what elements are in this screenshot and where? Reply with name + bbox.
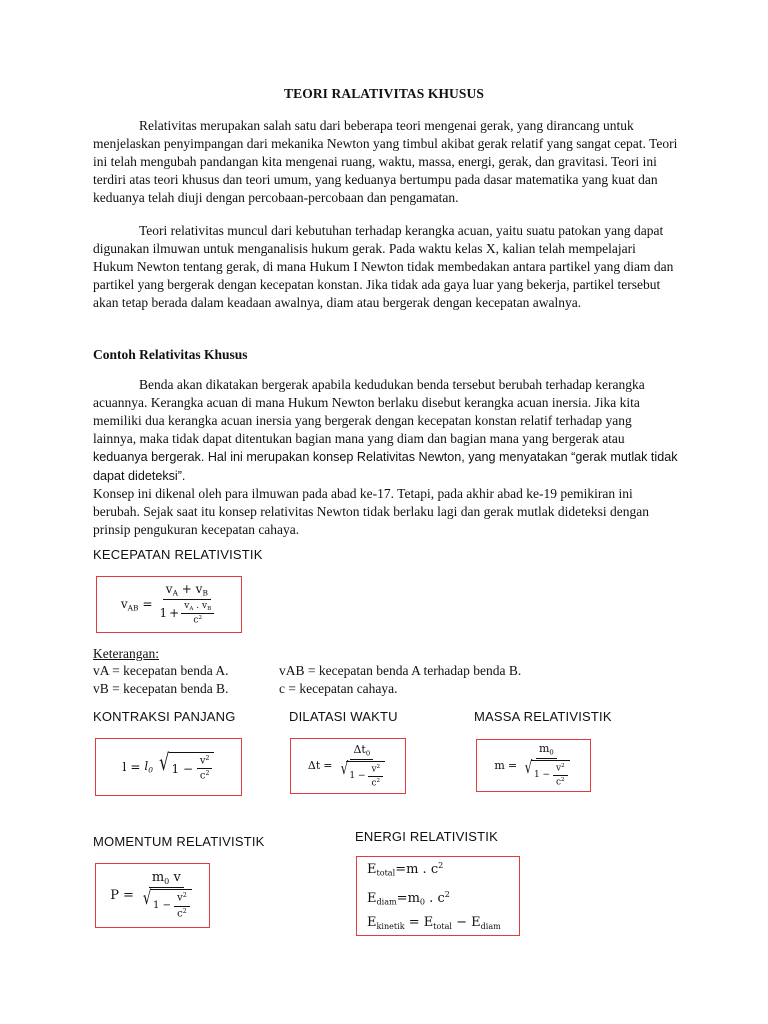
section-label-mass: MASSA RELATIVISTIK [474, 709, 612, 724]
section-label-time: DILATASI WAKTU [289, 709, 398, 724]
formula-mass: m = $m_0$ √ 1 − $\frac{v^2}{c^2}$ [494, 743, 572, 788]
paragraph-frame-text: Teori relativitas muncul dari kebutuhan terhadap kerangka acuan, yaitu suatu patokan yang dapat digunakan ilmuwan untuk menganalisis hukum gerak. Pada waktu kelas X, kalian telah mempelajari Hukum Newton tentang gerak, di mana Hukum I Newton tidak membedakan antara partikel yang diam dan partikel yang bergerak dengan kecepatan konstan. Jika tidak ada gaya luar yang bekerja, partikel tersebut akan tetap berada dalam keadaan awalnya, diam atau bergerak dengan kecepatan awalnya. [93, 223, 674, 310]
formula-velocity: $v_{AB}$ = $v_A + v_B$ 1 + $\frac{v_A . v_B}{c^2}$ [121, 583, 217, 626]
document-title: TEORI RALATIVITAS KHUSUS [284, 86, 484, 101]
heading-example: Contoh Relativitas Khusus [93, 347, 248, 362]
keterangan-vb: vB = kecepatan benda B. [93, 681, 229, 696]
formula-time: Δt = $\Delta t_0$ √ 1 − $\frac{v^2}{c^2}$ [308, 744, 388, 789]
formula-energy-total: $E_{total}=m$ . $c^2$ [367, 860, 444, 878]
section-label-velocity: KECEPATAN RELATIVISTIK [93, 547, 263, 562]
formula-length: l = $l_0$ √ 1 − $\frac{v^2}{c^2}$ [123, 752, 215, 782]
paragraph-intro-text: Relativitas merupakan salah satu dari beberapa teori mengenai gerak, yang dirancang untuk menjelaskan penyimpangan dari mekanika Newton yang timbul akibat gerak relatif yang sangat cepat. Teori ini telah mengubah pandangan kita mengenai ruang, waktu, massa, energi, gerak, dan gravitasi. Teori ini terdiri atas teori khusus dan teori umum, yang keduanya bertumpu pada dasar matematika yang kuat dan keduanya telah diuji dengan percobaan-percobaan dan pengamatan. [93, 118, 678, 205]
formula-length-box [95, 738, 242, 796]
paragraph-frame [93, 222, 678, 312]
section-label-length: KONTRAKSI PANJANG [93, 709, 236, 724]
keterangan-va: vA = kecepatan benda A. [93, 663, 229, 678]
formula-velocity-box [96, 576, 242, 633]
section-label-momentum: MOMENTUM RELATIVISTIK [93, 834, 265, 849]
paragraph-example-sans-text: keduanya bergerak. Hal ini merupakan konsep Relativitas Newton, yang menyatakan “gerak mutlak tidak dapat dideteksi”. [93, 449, 678, 483]
paragraph-history-text: Konsep ini dikenal oleh para ilmuwan pada abad ke-17. Tetapi, pada akhir abad ke-19 pemikiran ini berubah. Sejak saat itu konsep relativitas Newton tidak berlaku lagi dan gerak mutlak dideteksi dengan prinsip pengukuran kecepatan cahaya. [93, 486, 649, 538]
section-label-energy: ENERGI RELATIVISTIK [355, 829, 498, 844]
keterangan-label: Keterangan: [93, 646, 159, 661]
paragraph-example-text: Benda akan dikatakan bergerak apabila kedudukan benda tersebut berubah terhadap kerangka acuannya. Kerangka acuan di mana Hukum Newton berlaku disebut kerangka acuan inersia. Jika kita memiliki dua kerangka acuan inersia yang bergerak dengan kecepatan konstan relatif terhadap yang lainnya, maka tidak dapat ditentukan bagian mana yang diam dan bagian mana yang bergerak atau [93, 377, 645, 446]
formula-time-box [290, 738, 406, 794]
formula-energy-rest: $E_{diam}=m_0$ . $c^2$ [367, 889, 450, 907]
keterangan-c: c = kecepatan cahaya. [279, 681, 398, 696]
formula-energy [367, 855, 501, 937]
paragraph-example [93, 376, 678, 539]
formula-energy-box [356, 856, 520, 936]
formula-mass-box [476, 739, 591, 792]
keterangan-vab: vAB = kecepatan benda A terhadap benda B. [279, 663, 522, 678]
formula-momentum-box [95, 863, 210, 928]
formula-momentum: P = $m_0$ v √ 1 − $\frac{v^2}{c^2}$ [110, 871, 195, 920]
paragraph-intro [93, 117, 678, 207]
formula-energy-kinetic: $E_{kinetik} = E_{total} - E_{diam}$ [367, 915, 501, 932]
